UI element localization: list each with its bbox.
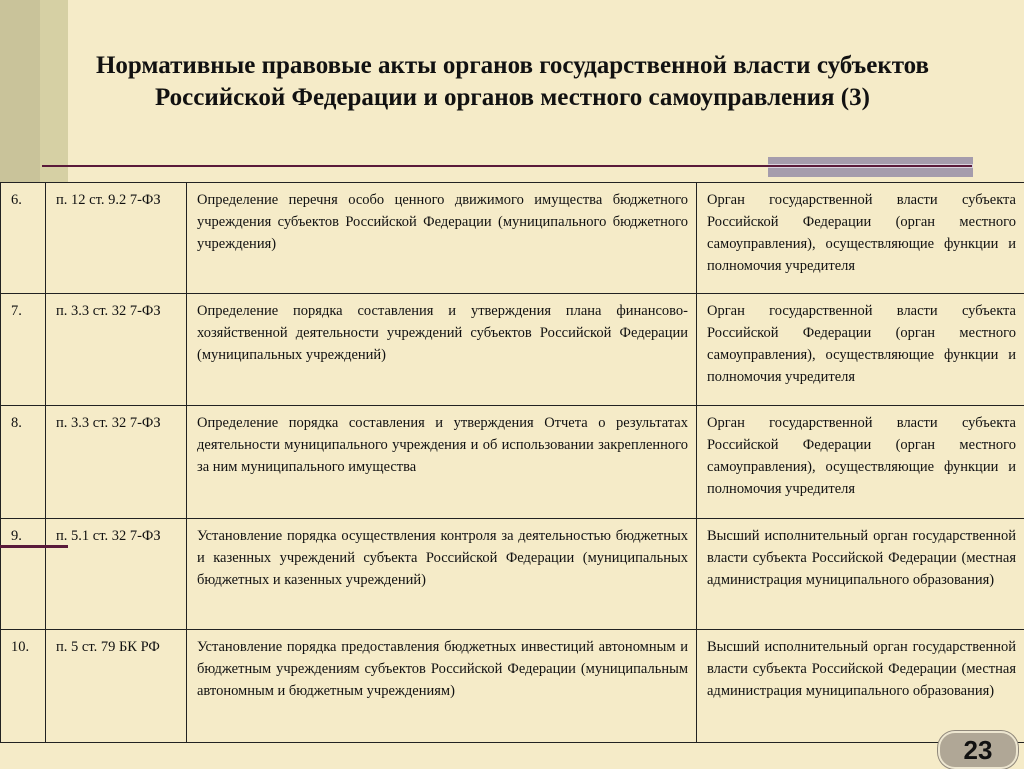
table-row — [1, 630, 1024, 743]
table-row — [1, 294, 1024, 406]
title-divider — [42, 165, 972, 167]
responsible-organ: Орган государственной власти субъекта Российской Федерации (орган местного самоуправления), осуществляющие функции и полномочия учредителя — [697, 183, 1024, 294]
table-row — [1, 519, 1024, 630]
law-reference: п. 3.3 ст. 32 7-ФЗ — [46, 294, 187, 406]
act-description: Установление порядка осуществления контроля за деятельностью бюджетных и казенных учреждений субъекта Российской Федерации (муниципальных бюджетных и казенных учреждений) — [187, 519, 697, 630]
law-reference: п. 3.3 ст. 32 7-ФЗ — [46, 406, 187, 519]
row-marker-line — [0, 545, 68, 548]
act-description: Определение перечня особо ценного движимого имущества бюджетного учреждения субъектов Российской Федерации (муниципального бюджетного учреждения) — [187, 183, 697, 294]
row-number: 9. — [1, 519, 46, 630]
law-reference: п. 5 ст. 79 БК РФ — [46, 630, 187, 743]
table-row — [1, 183, 1024, 294]
table-row — [1, 406, 1024, 519]
act-description: Определение порядка составления и утверждения Отчета о результатах деятельности муниципального учреждения и об использовании закрепленного за ним муниципального имущества — [187, 406, 697, 519]
legal-acts-table — [0, 182, 1024, 743]
row-number: 8. — [1, 406, 46, 519]
row-number: 7. — [1, 294, 46, 406]
law-reference: п. 5.1 ст. 32 7-ФЗ — [46, 519, 187, 630]
law-reference: п. 12 ст. 9.2 7-ФЗ — [46, 183, 187, 294]
responsible-organ: Орган государственной власти субъекта Российской Федерации (орган местного самоуправления), осуществляющие функции и полномочия учредителя — [697, 294, 1024, 406]
act-description: Установление порядка предоставления бюджетных инвестиций автономным и бюджетным учреждениям субъектов Российской Федерации (муниципальным автономным и бюджетным учреждениям) — [187, 630, 697, 743]
row-number: 10. — [1, 630, 46, 743]
responsible-organ: Орган государственной власти субъекта Российской Федерации (орган местного самоуправления), осуществляющие функции и полномочия учредителя — [697, 406, 1024, 519]
act-description: Определение порядка составления и утверждения плана финансово-хозяйственной деятельности учреждений субъектов Российской Федерации (муниципальных учреждений) — [187, 294, 697, 406]
page-number-badge: 23 — [938, 731, 1018, 769]
row-number: 6. — [1, 183, 46, 294]
slide-title: Нормативные правовые акты органов государственной власти субъектов Российской Федерации и органов местного самоуправления (3) — [90, 50, 935, 114]
responsible-organ: Высший исполнительный орган государственной власти субъекта Российской Федерации (местная администрация муниципального образования) — [697, 519, 1024, 630]
responsible-organ: Высший исполнительный орган государственной власти субъекта Российской Федерации (местная администрация муниципального образования) — [697, 630, 1024, 743]
